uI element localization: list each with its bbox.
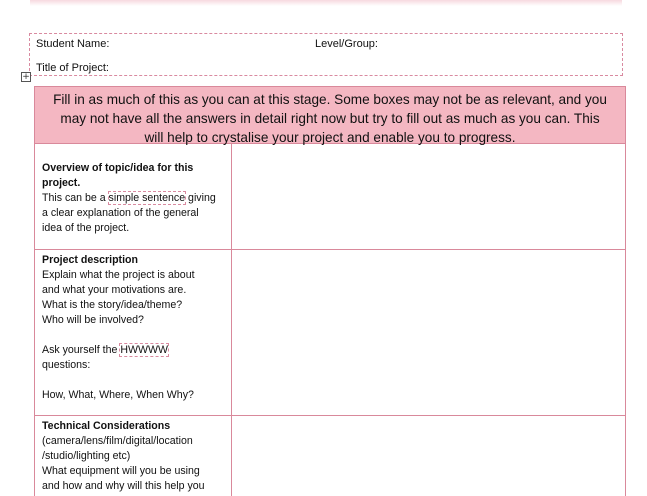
description-answer-cell[interactable] [232,250,625,415]
description-text: Ask yourself the HWWWW [42,344,168,356]
technical-text: What equipment will you be using [42,465,200,477]
overview-heading: Overview of topic/idea for this [42,162,194,174]
table-row-technical [35,416,625,496]
instructions-banner [34,86,626,144]
overview-text: This can be a simple sentence giving [42,192,216,204]
table-move-handle-icon[interactable]: + [22,72,30,82]
student-info-box[interactable] [29,33,623,76]
description-prompt-cell[interactable] [35,250,232,415]
overview-heading-cont: project. [42,177,81,189]
technical-text: and how and why will this help you [42,480,205,492]
description-heading: Project description [42,254,138,266]
student-name-label: Student Name: [36,38,110,50]
description-text: and what your motivations are. [42,284,187,296]
table-row-description [35,250,625,416]
description-text: questions: [42,359,91,371]
banner-line: Fill in as much of this as you can at this stage. Some boxes may not be as relevant, and you [53,92,607,107]
overview-answer-cell[interactable] [232,144,625,249]
overview-text: a clear explanation of the general [42,207,199,219]
banner-line: will help to crystalise your project and enable you to progress. [144,130,516,145]
spellcheck-flag[interactable]: simple sentence [108,192,186,204]
technical-text: /studio/lighting etc) [42,450,131,462]
overview-prompt-cell[interactable] [35,144,232,249]
description-text: Who will be involved? [42,314,144,326]
banner-line: may not have all the answers in detail right now but try to fill out as much as you can. This [60,111,600,126]
description-text: How, What, Where, When Why? [42,389,194,401]
project-table [34,144,626,496]
technical-text: (camera/lens/film/digital/location [42,435,193,447]
level-group-label: Level/Group: [315,38,378,50]
technical-answer-cell[interactable] [232,416,625,496]
technical-prompt-cell[interactable] [35,416,232,496]
description-text: What is the story/idea/theme? [42,299,183,311]
technical-heading: Technical Considerations [42,420,171,432]
spellcheck-flag[interactable]: HWWWW [120,344,168,356]
previous-page-edge [30,0,622,6]
title-of-project-label: Title of Project: [36,62,109,74]
description-text: Explain what the project is about [42,269,195,281]
table-row-overview [35,144,625,250]
overview-text: idea of the project. [42,222,130,234]
